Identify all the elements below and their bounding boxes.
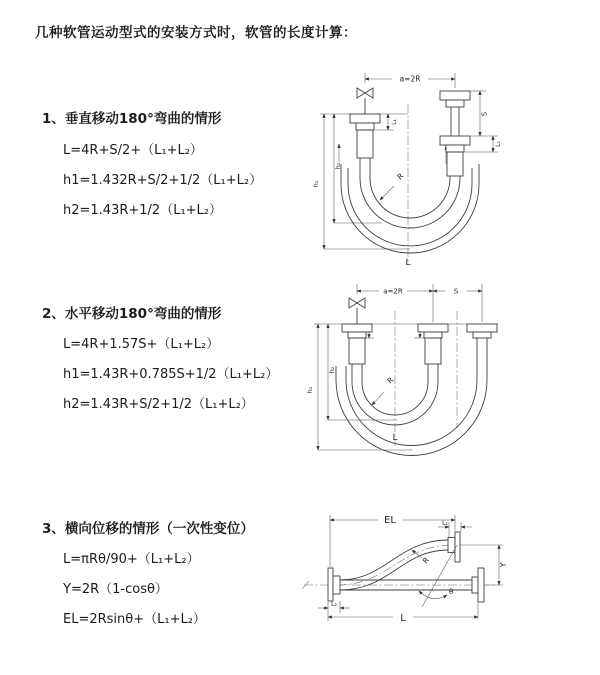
right-flange-original (472, 568, 484, 602)
section-2-heading: 2、水平移动180°弯曲的情形 (42, 306, 222, 322)
dim-a2r-label: a=2R (399, 74, 421, 84)
dim-el-label: EL (384, 515, 396, 526)
radius-label: R (385, 375, 396, 386)
hose-u-curves (341, 158, 479, 253)
braided-hose-section (357, 130, 373, 158)
section-3-formula-EL: EL=2Rsinθ+（L₁+L₂） (63, 612, 206, 627)
section-3-heading: 3、横向位移的情形（一次性变位） (42, 521, 254, 537)
diagram-horizontal-bend (306, 278, 594, 458)
length-label: L (405, 258, 411, 268)
section-1-formula-L: L=4R+S/2+（L₁+L₂） (63, 143, 203, 158)
right-pipe-fitting (467, 324, 497, 348)
section-1-heading: 1、垂直移动180°弯曲的情形 (42, 111, 222, 127)
left-pipe-fitting (350, 114, 380, 158)
right-pipe-fitting (440, 91, 470, 176)
section-2-formula-h2: h2=1.43R+S/2+1/2（L₁+L₂） (63, 397, 254, 412)
dim-l-label: L (400, 613, 406, 624)
section-3-formula-L: L=πRθ/90+（L₁+L₂） (63, 552, 200, 567)
radius-label: R (420, 555, 431, 566)
radius-callout (380, 171, 405, 200)
section-3-formula-Y: Y=2R（1-cosθ） (63, 582, 168, 597)
section-1-formula-h2: h2=1.43R+1/2（L₁+L₂） (63, 203, 222, 218)
dim-h1-label: h₁ (306, 386, 314, 394)
valve-icon (357, 88, 373, 114)
braided-hose-section (425, 338, 441, 364)
dimension-lines (312, 73, 502, 249)
radius-label: R (395, 171, 406, 182)
valve-icon (349, 298, 365, 324)
braided-hose-section (349, 338, 365, 364)
theta-label: θ (449, 588, 454, 596)
dim-l1-label: L₁ (442, 520, 448, 527)
left-pipe-fitting (342, 324, 372, 364)
dim-h2-label: h₂ (334, 162, 342, 170)
radius-callout (372, 375, 395, 405)
braided-hose-section (447, 152, 463, 176)
dim-h1-label: h₁ (312, 180, 320, 188)
radius-callout (412, 550, 431, 565)
dim-l2-label: L₂ (331, 601, 337, 608)
left-flange (328, 568, 340, 601)
section-1-formula-h1: h1=1.432R+S/2+1/2（L₁+L₂） (63, 173, 263, 188)
dim-a2r-label: a=2R (383, 287, 403, 296)
dim-y-label: Y (499, 562, 508, 568)
diagram-vertical-bend (310, 66, 592, 268)
diagram-lateral-displacement (298, 505, 600, 655)
page-title: 几种软管运动型式的安装方式时，软管的长度计算： (35, 25, 357, 41)
dim-l1-label: L₁ (391, 119, 398, 125)
middle-pipe-fitting (418, 324, 448, 364)
dim-s-label: S (453, 287, 459, 296)
dim-l2-label: L₂ (495, 141, 502, 147)
dimension-lines (306, 284, 498, 450)
section-2-formula-L: L=4R+1.57S+（L₁+L₂） (63, 337, 220, 352)
length-label: L (392, 433, 398, 443)
dim-h2-label: h₂ (328, 366, 336, 374)
section-2-formula-h1: h1=1.43R+0.785S+1/2（L₁+L₂） (63, 367, 279, 382)
dim-s-label: S (480, 111, 489, 117)
